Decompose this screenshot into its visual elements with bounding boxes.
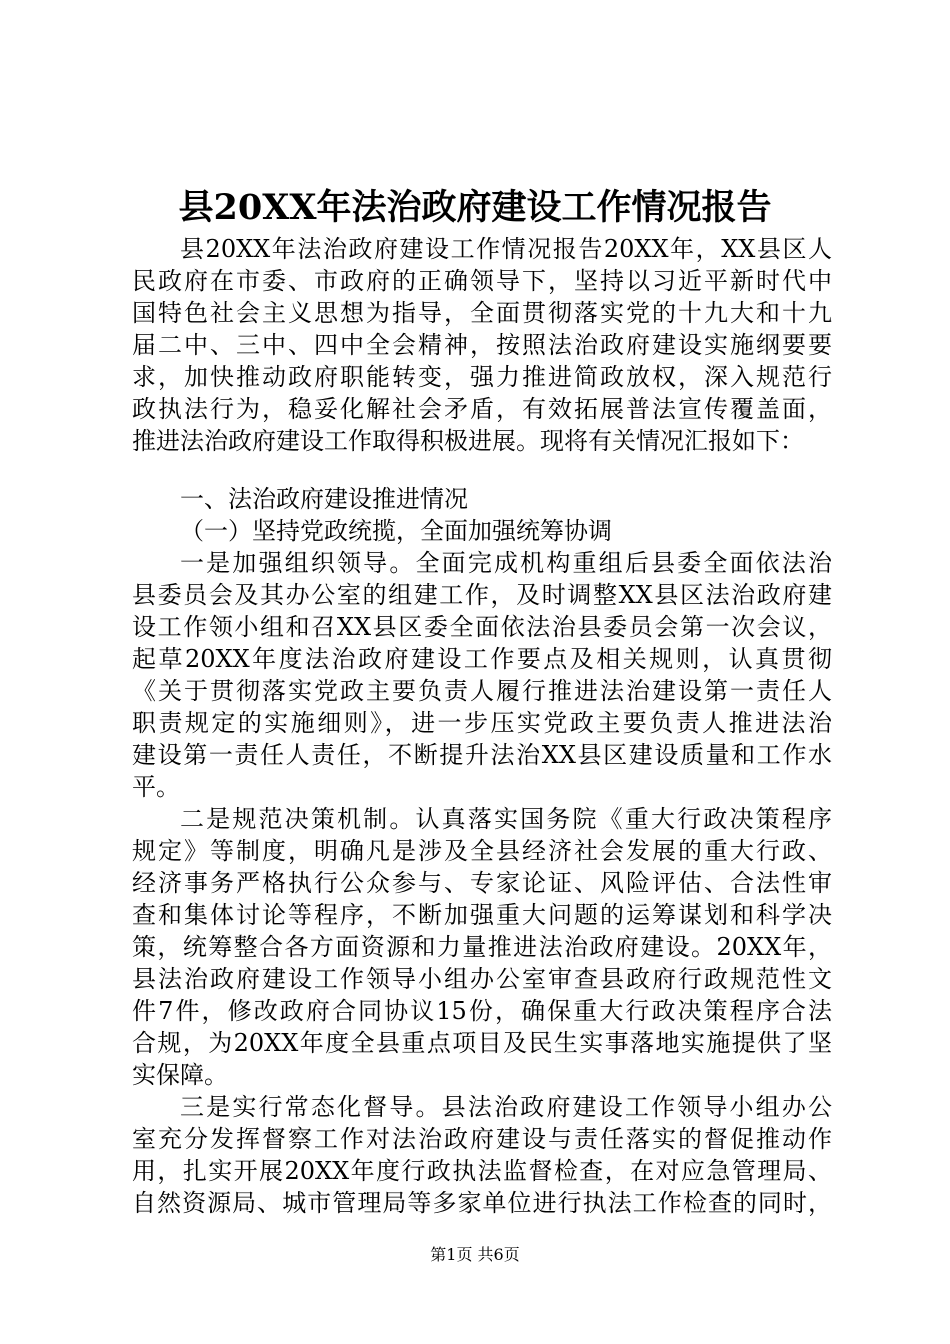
text-line: 策，统筹整合各方面资源和力量推进法治政府建设。20XX年， (132, 933, 832, 961)
text-line: 二是规范决策机制。认真落实国务院《重大行政决策程序 (180, 805, 832, 833)
text-line: 起草20XX年度法治政府建设工作要点及相关规则，认真贯彻 (132, 645, 832, 673)
paragraph-organization (132, 547, 832, 803)
text-line: 平。 (132, 773, 180, 801)
text-line: 一是加强组织领导。全面完成机构重组后县委全面依法治 (180, 549, 832, 577)
text-line: 经济事务严格执行公众参与、专家论证、风险评估、合法性审 (132, 869, 832, 897)
paragraph-gap (132, 457, 832, 483)
text-line: 三是实行常态化督导。县法治政府建设工作领导小组办公 (180, 1093, 832, 1121)
page-number-footer: 第1页 共6页 (430, 1245, 520, 1264)
text-line: 设工作领小组和召XX县区委全面依法治县委员会第一次会议， (132, 613, 832, 641)
text-line: 政执法行为，稳妥化解社会矛盾，有效拓展普法宣传覆盖面， (132, 395, 832, 423)
text-line: 用，扎实开展20XX年度行政执法监督检查，在对应急管理局、 (132, 1157, 832, 1185)
text-line: 查和集体讨论等程序，不断加强重大问题的运筹谋划和科学决 (132, 901, 832, 929)
text-line: 规定》等制度，明确凡是涉及全县经济社会发展的重大行政、 (132, 837, 832, 865)
intro-paragraph (132, 233, 832, 457)
text-line: 民政府在市委、市政府的正确领导下，坚持以习近平新时代中 (132, 267, 832, 295)
text-line: 县委员会及其办公室的组建工作，及时调整XX县区法治政府建 (132, 581, 832, 609)
text-line: 县20XX年法治政府建设工作情况报告20XX年，XX县区人 (180, 235, 832, 263)
text-line: 国特色社会主义思想为指导，全面贯彻落实党的十九大和十九 (132, 299, 832, 327)
text-line: 件7件，修改政府合同协议15份，确保重大行政决策程序合法 (132, 997, 832, 1025)
text-line: 届二中、三中、四中全会精神，按照法治政府建设实施纲要要 (132, 331, 832, 359)
paragraph-supervision (132, 1091, 832, 1219)
text-line: 县法治政府建设工作领导小组办公室审查县政府行政规范性文 (132, 965, 832, 993)
paragraph-decision (132, 803, 832, 1091)
text-line: 自然资源局、城市管理局等多家单位进行执法工作检查的同时， (132, 1189, 832, 1217)
document-body (132, 233, 832, 1219)
text-line: 职责规定的实施细则》，进一步压实党政主要负责人推进法治 (132, 709, 832, 737)
section-heading: 一、法治政府建设推进情况 (180, 485, 468, 513)
text-line: 推进法治政府建设工作取得积极进展。现将有关情况汇报如下： (132, 427, 804, 455)
text-line: 合规，为20XX年度全县重点项目及民生实事落地实施提供了坚 (132, 1029, 832, 1057)
text-line: 《关于贯彻落实党政主要负责人履行推进法治建设第一责任人 (132, 677, 832, 705)
document-title: 县20XX年法治政府建设工作情况报告 (178, 187, 772, 228)
text-line: 实保障。 (132, 1061, 228, 1089)
text-line: 建设第一责任人责任，不断提升法治XX县区建设质量和工作水 (132, 741, 832, 769)
text-line: 求，加快推动政府职能转变，强力推进简政放权，深入规范行 (132, 363, 832, 391)
subsection-heading: （一）坚持党政统揽，全面加强统筹协调 (180, 517, 612, 545)
text-line: 室充分发挥督察工作对法治政府建设与责任落实的督促推动作 (132, 1125, 832, 1153)
